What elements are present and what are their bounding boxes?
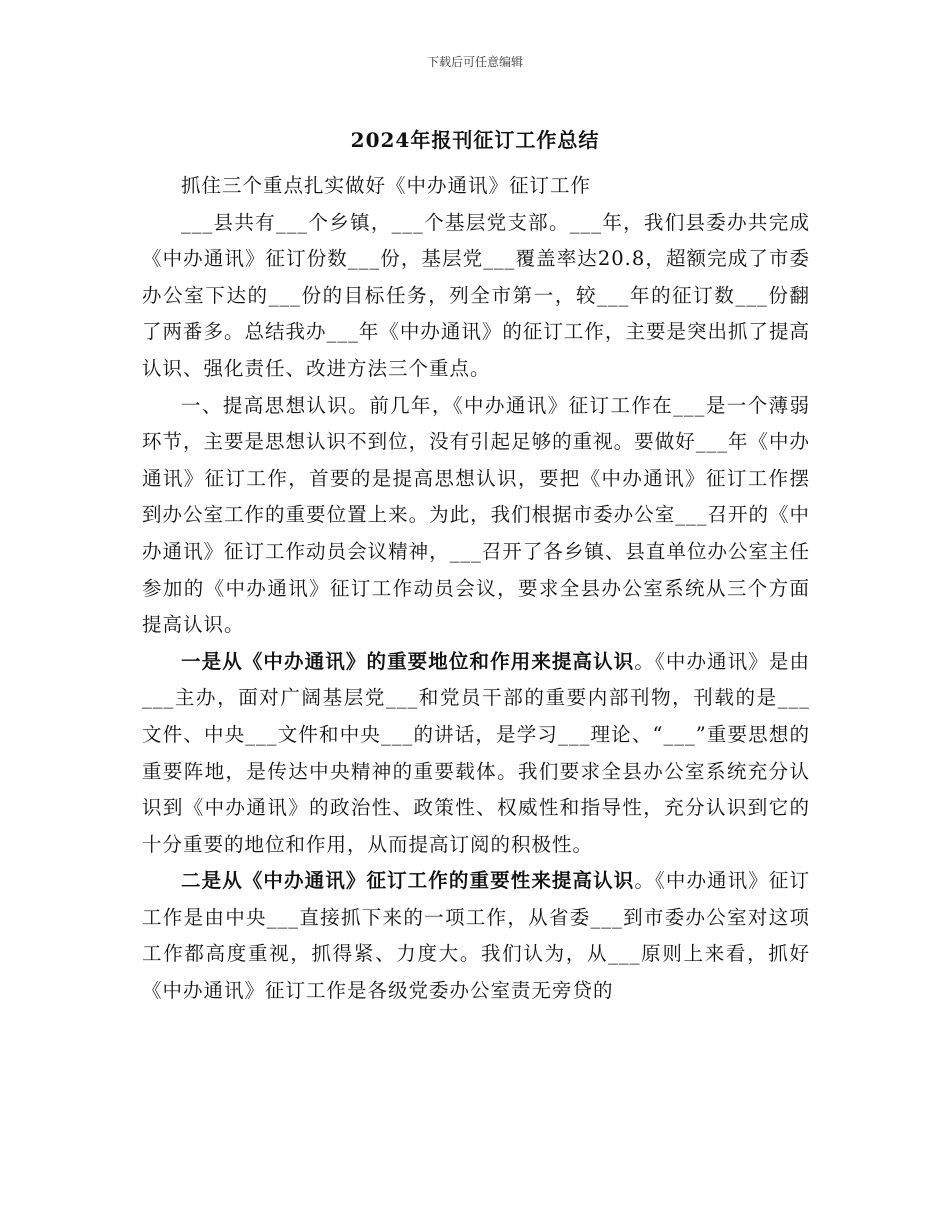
body-paragraph: ___县共有___个乡镇，___个基层党支部。___年，我们县委办共完成《中办通讯》征订份数___份，基层党___覆盖率达20.8，超额完成了市委办公室下达的___份的目标任务，列全市第一，较___年的征订数___份翻了两番多。总结我办___年《中办通讯》的征订工作，主要是突出抓了提高认识、强化责任、改进方法三个重点。 bbox=[142, 210, 810, 380]
paragraph-text: 。《中办通讯》是由___主办，面对广阔基层党___和党员干部的重要内部刊物，刊载的是___文件、中央___文件和中央___的讲话，是学习___理论、“___”重要思想的重要阵地，是传达中央精神的重要载体。我们要求全县办公室系统充分认识到《中办通讯》的政治性、政策性、权威性和指导性，充分认识到它的十分重要的地位和作用，从而提高订阅的积极性。 bbox=[142, 649, 810, 856]
body-paragraph bbox=[142, 863, 810, 1009]
body-paragraph: 一、提高思想认识。前几年，《中办通讯》征订工作在___是一个薄弱环节，主要是思想认识不到位，没有引起足够的重视。要做好___年《中办通讯》征订工作，首要的是提高思想认识，要把《中办通讯》征订工作摆到办公室工作的重要位置上来。为此，我们根据市委办公室___召开的《中办通讯》征订工作动员会议精神，___召开了各乡镇、县直单位办公室主任参加的《中办通讯》征订工作动员会议，要求全县办公室系统从三个方面提高认识。 bbox=[142, 393, 810, 637]
document-body bbox=[142, 168, 810, 1010]
paragraph-lead: 一是从《中办通讯》的重要地位和作用来提高认识 bbox=[181, 649, 635, 673]
document-title: 2024年报刊征订工作总结 bbox=[350, 128, 600, 152]
subtitle-paragraph: 抓住三个重点扎实做好《中办通讯》征订工作 bbox=[181, 174, 592, 197]
page-header: 下载后可任意编辑 bbox=[426, 55, 523, 69]
paragraph-lead: 二是从《中办通讯》征订工作的重要性来提高认识 bbox=[181, 869, 635, 893]
body-paragraph bbox=[142, 644, 810, 864]
paragraph-text: 。《中办通讯》征订工作是由中央___直接抓下来的一项工作，从省委___到市委办公室对这项工作都高度重视，抓得紧、力度大。我们认为，从___原则上来看，抓好《中办通讯》征订工作是各级党委办公室责无旁贷的 bbox=[142, 869, 810, 1003]
